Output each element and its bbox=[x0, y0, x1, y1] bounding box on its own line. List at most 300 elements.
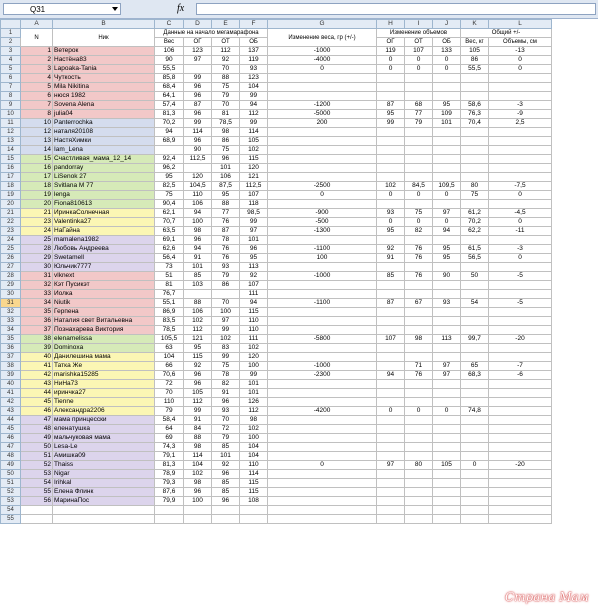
cell-f[interactable]: 94 bbox=[240, 299, 268, 308]
cell-h[interactable]: 95 bbox=[377, 110, 405, 119]
cell-d[interactable]: 97 bbox=[184, 56, 212, 65]
cell-k[interactable] bbox=[461, 479, 489, 488]
cell-nick[interactable]: vlknext bbox=[53, 272, 155, 281]
cell-g[interactable] bbox=[268, 344, 377, 353]
cell-nick[interactable]: julia04 bbox=[53, 110, 155, 119]
cell-h[interactable] bbox=[377, 416, 405, 425]
cell-nick[interactable]: МаринаПос bbox=[53, 497, 155, 506]
cell-nick[interactable]: Йолка bbox=[53, 290, 155, 299]
cell-l[interactable] bbox=[489, 380, 552, 389]
cell-j[interactable] bbox=[433, 146, 461, 155]
cell-k[interactable]: 68,3 bbox=[461, 371, 489, 380]
cell-h[interactable] bbox=[377, 479, 405, 488]
cell-number[interactable]: 46 bbox=[21, 407, 53, 416]
cell-nick[interactable]: Ветерок bbox=[53, 47, 155, 56]
cell-g[interactable] bbox=[268, 506, 377, 515]
cell-h[interactable] bbox=[377, 398, 405, 407]
cell-d[interactable]: 104,5 bbox=[184, 182, 212, 191]
cell-number[interactable]: 23 bbox=[21, 218, 53, 227]
row-header[interactable]: 8 bbox=[1, 92, 21, 101]
cell-c[interactable]: 64,1 bbox=[155, 92, 184, 101]
cell-j[interactable] bbox=[433, 506, 461, 515]
cell-c[interactable]: 70,2 bbox=[155, 119, 184, 128]
cell-g[interactable]: -1300 bbox=[268, 227, 377, 236]
cell-e[interactable]: 83 bbox=[212, 344, 240, 353]
cell-nick[interactable]: Irihkal bbox=[53, 479, 155, 488]
cell-c[interactable]: 79,3 bbox=[155, 479, 184, 488]
cell-h[interactable]: 107 bbox=[377, 335, 405, 344]
cell-h[interactable] bbox=[377, 434, 405, 443]
cell-f[interactable]: 107 bbox=[240, 281, 268, 290]
cell-number[interactable]: 24 bbox=[21, 227, 53, 236]
cell-l[interactable] bbox=[489, 263, 552, 272]
cell-g[interactable] bbox=[268, 164, 377, 173]
cell-f[interactable]: 95 bbox=[240, 254, 268, 263]
cell-number[interactable]: 51 bbox=[21, 452, 53, 461]
cell-e[interactable]: 77 bbox=[212, 209, 240, 218]
cell-nick[interactable]: Амишка09 bbox=[53, 452, 155, 461]
cell-h[interactable] bbox=[377, 155, 405, 164]
cell-d[interactable]: 99 bbox=[184, 119, 212, 128]
cell-h[interactable]: 102 bbox=[377, 182, 405, 191]
cell-g[interactable] bbox=[268, 290, 377, 299]
cell-i[interactable] bbox=[405, 290, 433, 299]
cell-j[interactable]: 97 bbox=[433, 362, 461, 371]
cell-c[interactable]: 74,3 bbox=[155, 443, 184, 452]
cell-l[interactable] bbox=[489, 164, 552, 173]
row-header[interactable]: 3 bbox=[1, 47, 21, 56]
cell-number[interactable]: 10 bbox=[21, 119, 53, 128]
cell-j[interactable]: 0 bbox=[433, 56, 461, 65]
header-ob-change[interactable]: ОБ bbox=[433, 38, 461, 47]
cell-c[interactable] bbox=[155, 506, 184, 515]
cell-f[interactable]: 114 bbox=[240, 470, 268, 479]
cell-e[interactable] bbox=[212, 290, 240, 299]
cell-i[interactable]: 67 bbox=[405, 299, 433, 308]
cell-f[interactable]: 115 bbox=[240, 488, 268, 497]
header-weight[interactable]: Вес bbox=[155, 38, 184, 47]
row-header[interactable]: 28 bbox=[1, 272, 21, 281]
formula-input[interactable] bbox=[196, 3, 596, 15]
cell-i[interactable] bbox=[405, 326, 433, 335]
cell-nick[interactable]: мальчуковая мама bbox=[53, 434, 155, 443]
cell-d[interactable]: 95 bbox=[184, 344, 212, 353]
header-ot[interactable]: ОТ bbox=[212, 38, 240, 47]
cell-k[interactable] bbox=[461, 128, 489, 137]
cell-g[interactable]: 0 bbox=[268, 191, 377, 200]
cell-l[interactable] bbox=[489, 308, 552, 317]
cell-g[interactable] bbox=[268, 137, 377, 146]
cell-l[interactable]: -7 bbox=[489, 362, 552, 371]
cell-h[interactable] bbox=[377, 362, 405, 371]
cell-g[interactable] bbox=[268, 470, 377, 479]
cell-i[interactable]: 71 bbox=[405, 362, 433, 371]
cell-k[interactable]: 70,4 bbox=[461, 119, 489, 128]
cell-e[interactable]: 106 bbox=[212, 173, 240, 182]
cell-f[interactable]: 112 bbox=[240, 407, 268, 416]
cell-f[interactable]: 102 bbox=[240, 146, 268, 155]
cell-g[interactable]: -1100 bbox=[268, 245, 377, 254]
cell-f[interactable]: 112 bbox=[240, 110, 268, 119]
cell-e[interactable]: 93 bbox=[212, 263, 240, 272]
cell-f[interactable]: 111 bbox=[240, 290, 268, 299]
cell-e[interactable]: 81 bbox=[212, 110, 240, 119]
cell-i[interactable]: 84,5 bbox=[405, 182, 433, 191]
cell-j[interactable] bbox=[433, 398, 461, 407]
cell-number[interactable]: 29 bbox=[21, 254, 53, 263]
cell-d[interactable]: 100 bbox=[184, 497, 212, 506]
cell-d[interactable]: 84 bbox=[184, 425, 212, 434]
cell-d[interactable] bbox=[184, 65, 212, 74]
cell-f[interactable]: 113 bbox=[240, 263, 268, 272]
cell-f[interactable]: 123 bbox=[240, 74, 268, 83]
cell-j[interactable]: 97 bbox=[433, 371, 461, 380]
header-total[interactable]: Общий +/- bbox=[461, 29, 552, 38]
cell-nick[interactable]: marishka15285 bbox=[53, 371, 155, 380]
cell-d[interactable]: 112 bbox=[184, 326, 212, 335]
cell-e[interactable]: 82 bbox=[212, 380, 240, 389]
cell-k[interactable] bbox=[461, 515, 489, 524]
cell-g[interactable] bbox=[268, 452, 377, 461]
cell-c[interactable]: 57,4 bbox=[155, 101, 184, 110]
cell-g[interactable] bbox=[268, 92, 377, 101]
cell-c[interactable]: 82,5 bbox=[155, 182, 184, 191]
cell-d[interactable]: 105 bbox=[184, 389, 212, 398]
cell-i[interactable] bbox=[405, 173, 433, 182]
cell-k[interactable]: 99,7 bbox=[461, 335, 489, 344]
cell-d[interactable]: 106 bbox=[184, 200, 212, 209]
row-header[interactable]: 46 bbox=[1, 434, 21, 443]
cell-j[interactable] bbox=[433, 281, 461, 290]
cell-l[interactable] bbox=[489, 173, 552, 182]
cell-l[interactable]: -20 bbox=[489, 335, 552, 344]
cell-k[interactable]: 62,2 bbox=[461, 227, 489, 236]
cell-l[interactable] bbox=[489, 389, 552, 398]
cell-g[interactable] bbox=[268, 308, 377, 317]
cell-j[interactable]: 101 bbox=[433, 119, 461, 128]
row-header[interactable]: 41 bbox=[1, 389, 21, 398]
cell-l[interactable] bbox=[489, 497, 552, 506]
cell-g[interactable]: -5800 bbox=[268, 335, 377, 344]
cell-c[interactable]: 70,7 bbox=[155, 218, 184, 227]
cell-number[interactable]: 56 bbox=[21, 497, 53, 506]
cell-h[interactable]: 99 bbox=[377, 119, 405, 128]
cell-i[interactable] bbox=[405, 434, 433, 443]
cell-d[interactable]: 88 bbox=[184, 299, 212, 308]
cell-j[interactable] bbox=[433, 452, 461, 461]
cell-l[interactable] bbox=[489, 425, 552, 434]
cell-l[interactable] bbox=[489, 74, 552, 83]
cell-k[interactable]: 80 bbox=[461, 182, 489, 191]
column-header[interactable]: I bbox=[405, 20, 433, 29]
cell-h[interactable] bbox=[377, 488, 405, 497]
cell-j[interactable] bbox=[433, 128, 461, 137]
cell-number[interactable]: 2 bbox=[21, 56, 53, 65]
cell-f[interactable]: 100 bbox=[240, 362, 268, 371]
cell-number[interactable]: 3 bbox=[21, 65, 53, 74]
cell-f[interactable]: 121 bbox=[240, 173, 268, 182]
cell-e[interactable]: 85 bbox=[212, 479, 240, 488]
cell-e[interactable]: 76 bbox=[212, 218, 240, 227]
row-header[interactable]: 37 bbox=[1, 353, 21, 362]
row-header[interactable]: 27 bbox=[1, 263, 21, 272]
row-header[interactable]: 7 bbox=[1, 83, 21, 92]
cell-nick[interactable]: нюся 1982 bbox=[53, 92, 155, 101]
cell-k[interactable] bbox=[461, 236, 489, 245]
column-header[interactable]: D bbox=[184, 20, 212, 29]
cell-d[interactable]: 96 bbox=[184, 137, 212, 146]
cell-i[interactable] bbox=[405, 479, 433, 488]
cell-g[interactable] bbox=[268, 173, 377, 182]
cell-number[interactable]: 47 bbox=[21, 416, 53, 425]
cell-i[interactable] bbox=[405, 200, 433, 209]
row-header[interactable]: 13 bbox=[1, 137, 21, 146]
cell-e[interactable] bbox=[212, 515, 240, 524]
cell-h[interactable] bbox=[377, 452, 405, 461]
cell-i[interactable] bbox=[405, 344, 433, 353]
cell-j[interactable] bbox=[433, 173, 461, 182]
cell-c[interactable]: 78,5 bbox=[155, 326, 184, 335]
cell-l[interactable] bbox=[489, 290, 552, 299]
cell-d[interactable]: 110 bbox=[184, 191, 212, 200]
cell-i[interactable]: 82 bbox=[405, 227, 433, 236]
row-header[interactable]: 18 bbox=[1, 182, 21, 191]
cell-l[interactable] bbox=[489, 326, 552, 335]
cell-d[interactable]: 121 bbox=[184, 335, 212, 344]
header-weight-change[interactable]: Изменение веса, гр (+/-) bbox=[268, 29, 377, 47]
cell-nick[interactable]: Valentinka27 bbox=[53, 218, 155, 227]
cell-c[interactable]: 81,3 bbox=[155, 110, 184, 119]
cell-g[interactable] bbox=[268, 488, 377, 497]
cell-k[interactable] bbox=[461, 353, 489, 362]
cell-l[interactable]: -3 bbox=[489, 101, 552, 110]
cell-f[interactable]: 101 bbox=[240, 380, 268, 389]
cell-d[interactable]: 96 bbox=[184, 83, 212, 92]
row-header[interactable]: 49 bbox=[1, 461, 21, 470]
cell-number[interactable]: 25 bbox=[21, 236, 53, 245]
cell-h[interactable] bbox=[377, 317, 405, 326]
cell-nick[interactable]: Кэт Пусикэт bbox=[53, 281, 155, 290]
cell-l[interactable] bbox=[489, 488, 552, 497]
cell-number[interactable]: 36 bbox=[21, 317, 53, 326]
row-header[interactable]: 6 bbox=[1, 74, 21, 83]
cell-e[interactable]: 85 bbox=[212, 488, 240, 497]
cell-l[interactable]: 0 bbox=[489, 65, 552, 74]
cell-h[interactable]: 95 bbox=[377, 227, 405, 236]
cell-f[interactable]: 102 bbox=[240, 344, 268, 353]
cell-number[interactable]: 20 bbox=[21, 200, 53, 209]
cell-number[interactable]: 14 bbox=[21, 146, 53, 155]
cell-j[interactable]: 0 bbox=[433, 191, 461, 200]
cell-h[interactable] bbox=[377, 137, 405, 146]
cell-k[interactable]: 61,5 bbox=[461, 245, 489, 254]
cell-f[interactable]: 137 bbox=[240, 47, 268, 56]
cell-d[interactable]: 114 bbox=[184, 452, 212, 461]
row-header[interactable]: 15 bbox=[1, 155, 21, 164]
cell-j[interactable] bbox=[433, 83, 461, 92]
cell-d[interactable]: 94 bbox=[184, 245, 212, 254]
cell-k[interactable]: 55,5 bbox=[461, 65, 489, 74]
row-header[interactable]: 54 bbox=[1, 506, 21, 515]
cell-l[interactable]: -6 bbox=[489, 371, 552, 380]
header-ob[interactable]: ОБ bbox=[240, 38, 268, 47]
cell-f[interactable]: 115 bbox=[240, 308, 268, 317]
cell-g[interactable]: -4200 bbox=[268, 407, 377, 416]
cell-number[interactable]: 55 bbox=[21, 488, 53, 497]
cell-h[interactable] bbox=[377, 515, 405, 524]
name-box[interactable] bbox=[3, 3, 121, 15]
cell-i[interactable]: 76 bbox=[405, 245, 433, 254]
cell-h[interactable]: 0 bbox=[377, 191, 405, 200]
cell-d[interactable]: 114 bbox=[184, 128, 212, 137]
cell-f[interactable]: 99 bbox=[240, 371, 268, 380]
column-header[interactable]: H bbox=[377, 20, 405, 29]
cell-g[interactable] bbox=[268, 353, 377, 362]
row-header[interactable]: 19 bbox=[1, 191, 21, 200]
cell-c[interactable]: 90,4 bbox=[155, 200, 184, 209]
cell-k[interactable]: 75 bbox=[461, 191, 489, 200]
header-volume-change[interactable]: Изменение объемов bbox=[377, 29, 461, 38]
cell-f[interactable]: 118 bbox=[240, 200, 268, 209]
row-header[interactable]: 48 bbox=[1, 452, 21, 461]
cell-number[interactable]: 48 bbox=[21, 425, 53, 434]
cell-nick[interactable]: Lesa-Le bbox=[53, 443, 155, 452]
cell-nick[interactable]: pandorray bbox=[53, 164, 155, 173]
cell-k[interactable] bbox=[461, 452, 489, 461]
cell-k[interactable] bbox=[461, 281, 489, 290]
cell-j[interactable] bbox=[433, 470, 461, 479]
cell-number[interactable]: 33 bbox=[21, 290, 53, 299]
cell-e[interactable]: 96 bbox=[212, 398, 240, 407]
cell-l[interactable] bbox=[489, 155, 552, 164]
cell-nick[interactable]: Александра2206 bbox=[53, 407, 155, 416]
cell-e[interactable]: 112 bbox=[212, 47, 240, 56]
cell-f[interactable]: 99 bbox=[240, 92, 268, 101]
cell-c[interactable]: 63 bbox=[155, 344, 184, 353]
cell-nick[interactable]: Panterrochka bbox=[53, 119, 155, 128]
cell-g[interactable]: -1000 bbox=[268, 362, 377, 371]
cell-number[interactable]: 40 bbox=[21, 353, 53, 362]
cell-j[interactable] bbox=[433, 92, 461, 101]
cell-k[interactable]: 58,6 bbox=[461, 101, 489, 110]
cell-l[interactable] bbox=[489, 416, 552, 425]
cell-i[interactable]: 68 bbox=[405, 101, 433, 110]
cell-j[interactable] bbox=[433, 137, 461, 146]
cell-f[interactable]: 110 bbox=[240, 461, 268, 470]
cell-e[interactable]: 88 bbox=[212, 200, 240, 209]
cell-j[interactable] bbox=[433, 479, 461, 488]
cell-l[interactable]: 2,5 bbox=[489, 119, 552, 128]
cell-h[interactable] bbox=[377, 506, 405, 515]
cell-l[interactable]: 0 bbox=[489, 254, 552, 263]
cell-j[interactable]: 133 bbox=[433, 47, 461, 56]
cell-e[interactable]: 87,5 bbox=[212, 182, 240, 191]
cell-g[interactable] bbox=[268, 236, 377, 245]
cell-d[interactable]: 120 bbox=[184, 173, 212, 182]
cell-c[interactable]: 106 bbox=[155, 47, 184, 56]
cell-k[interactable]: 50 bbox=[461, 272, 489, 281]
cell-k[interactable] bbox=[461, 380, 489, 389]
cell-h[interactable] bbox=[377, 128, 405, 137]
cell-f[interactable]: 115 bbox=[240, 479, 268, 488]
cell-k[interactable] bbox=[461, 344, 489, 353]
cell-k[interactable]: 74,8 bbox=[461, 407, 489, 416]
cell-i[interactable] bbox=[405, 488, 433, 497]
cell-l[interactable]: -11 bbox=[489, 227, 552, 236]
cell-j[interactable] bbox=[433, 236, 461, 245]
cell-d[interactable]: 96 bbox=[184, 110, 212, 119]
cell-l[interactable] bbox=[489, 452, 552, 461]
cell-h[interactable] bbox=[377, 200, 405, 209]
cell-h[interactable] bbox=[377, 470, 405, 479]
cell-c[interactable] bbox=[155, 146, 184, 155]
cell-f[interactable]: 99 bbox=[240, 218, 268, 227]
cell-f[interactable]: 115 bbox=[240, 155, 268, 164]
cell-e[interactable]: 101 bbox=[212, 164, 240, 173]
cell-f[interactable]: 119 bbox=[240, 56, 268, 65]
header-og-change[interactable]: ОГ bbox=[377, 38, 405, 47]
cell-nick[interactable]: еленатушка bbox=[53, 425, 155, 434]
cell-e[interactable]: 99 bbox=[212, 326, 240, 335]
cell-g[interactable] bbox=[268, 479, 377, 488]
cell-g[interactable] bbox=[268, 317, 377, 326]
cell-e[interactable]: 86 bbox=[212, 137, 240, 146]
cell-c[interactable]: 62,1 bbox=[155, 209, 184, 218]
cell-f[interactable] bbox=[240, 515, 268, 524]
cell-g[interactable] bbox=[268, 380, 377, 389]
cell-c[interactable]: 79 bbox=[155, 407, 184, 416]
cell-g[interactable]: 0 bbox=[268, 65, 377, 74]
cell-h[interactable] bbox=[377, 308, 405, 317]
cell-c[interactable]: 78,9 bbox=[155, 470, 184, 479]
cell-e[interactable]: 79 bbox=[212, 272, 240, 281]
cell-h[interactable] bbox=[377, 83, 405, 92]
column-header[interactable]: L bbox=[489, 20, 552, 29]
cell-e[interactable]: 88 bbox=[212, 74, 240, 83]
cell-c[interactable]: 66 bbox=[155, 362, 184, 371]
cell-c[interactable]: 72 bbox=[155, 380, 184, 389]
cell-f[interactable]: 98 bbox=[240, 416, 268, 425]
cell-e[interactable]: 96 bbox=[212, 155, 240, 164]
cell-g[interactable] bbox=[268, 398, 377, 407]
row-header[interactable]: 4 bbox=[1, 56, 21, 65]
cell-k[interactable]: 86 bbox=[461, 56, 489, 65]
cell-nick[interactable]: Nigar bbox=[53, 470, 155, 479]
cell-c[interactable]: 64 bbox=[155, 425, 184, 434]
cell-j[interactable]: 109,5 bbox=[433, 182, 461, 191]
cell-e[interactable]: 76 bbox=[212, 254, 240, 263]
cell-h[interactable]: 97 bbox=[377, 461, 405, 470]
cell-d[interactable]: 87 bbox=[184, 101, 212, 110]
cell-l[interactable]: -5 bbox=[489, 299, 552, 308]
cell-number[interactable]: 7 bbox=[21, 101, 53, 110]
cell-g[interactable]: -2500 bbox=[268, 182, 377, 191]
cell-l[interactable] bbox=[489, 479, 552, 488]
cell-j[interactable]: 95 bbox=[433, 254, 461, 263]
cell-nick[interactable]: Наталия свет Витальевна bbox=[53, 317, 155, 326]
row-header[interactable]: 34 bbox=[1, 326, 21, 335]
cell-i[interactable] bbox=[405, 416, 433, 425]
cell-c[interactable]: 85,8 bbox=[155, 74, 184, 83]
cell-g[interactable] bbox=[268, 155, 377, 164]
cell-j[interactable]: 93 bbox=[433, 299, 461, 308]
cell-l[interactable]: 0 bbox=[489, 56, 552, 65]
cell-g[interactable] bbox=[268, 146, 377, 155]
cell-h[interactable]: 119 bbox=[377, 47, 405, 56]
cell-j[interactable] bbox=[433, 308, 461, 317]
cell-l[interactable] bbox=[489, 92, 552, 101]
cell-i[interactable] bbox=[405, 497, 433, 506]
